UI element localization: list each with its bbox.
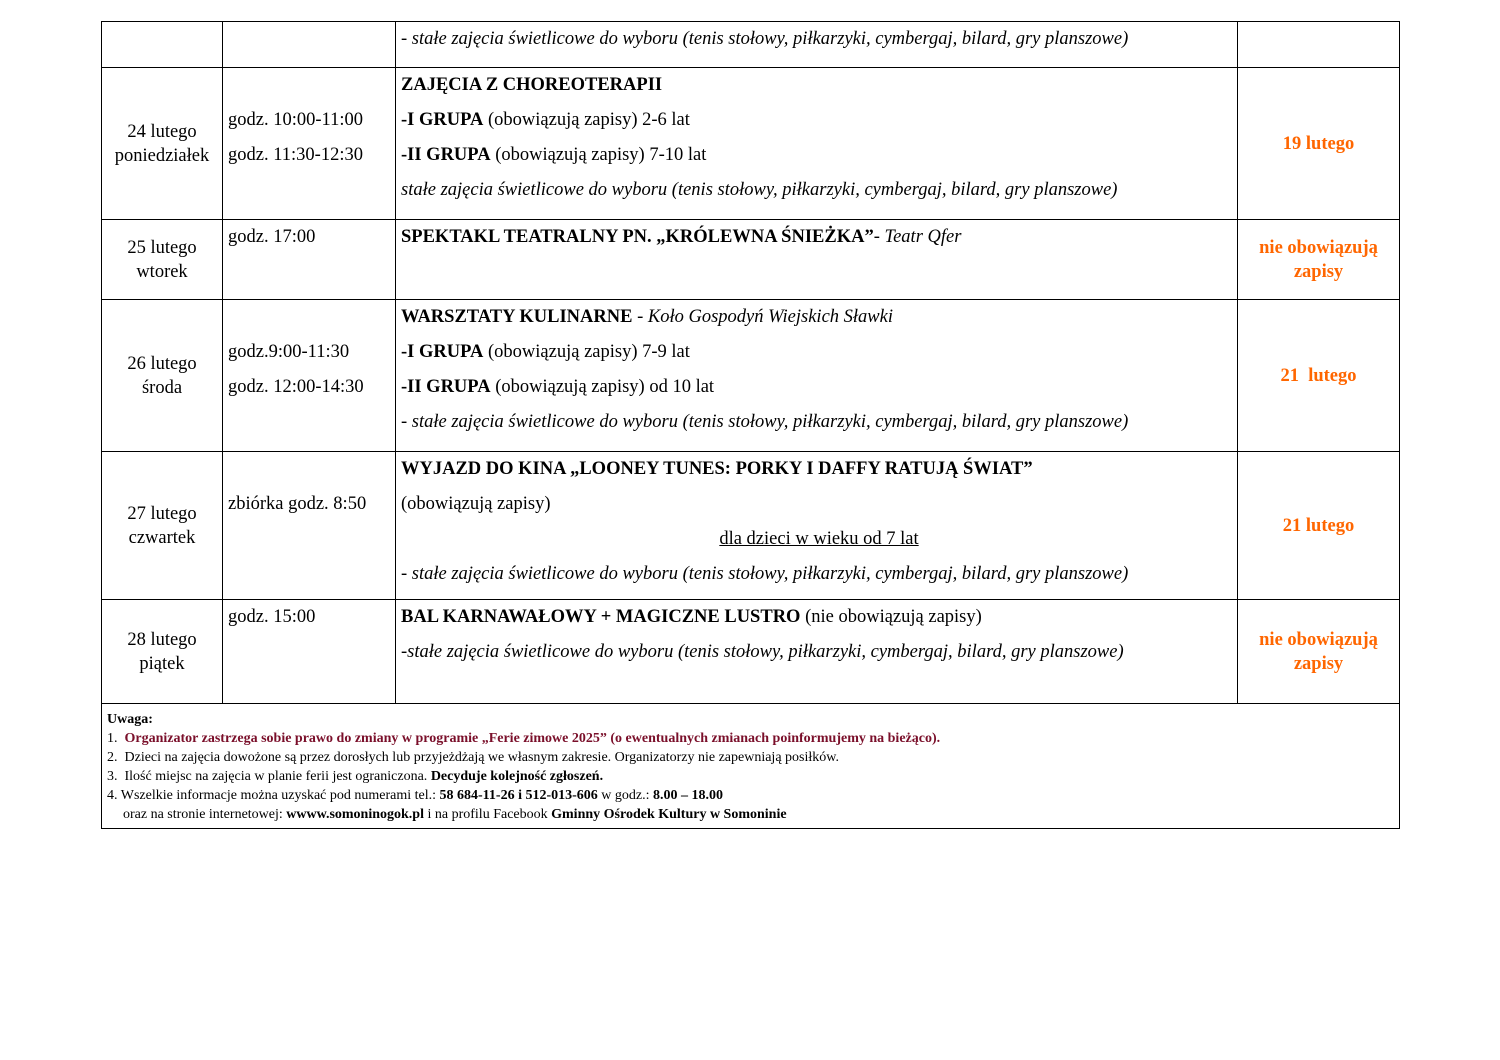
date-text: 27 lutego [127, 503, 197, 524]
note-3: 3. Ilość miejsc na zajęcia w planie ferii jest ograniczona. Decyduje kolejność zgłoszeń. [107, 769, 604, 784]
schedule-row [102, 220, 1400, 300]
phone-numbers: 58 684-11-26 i 512-013-606 [439, 788, 598, 803]
activity-line [401, 635, 1237, 670]
activity-line [401, 138, 1237, 173]
time-text: godz. 12:00-14:30 [228, 377, 364, 397]
time-cell [223, 300, 396, 452]
activity-line [401, 300, 1237, 335]
activity-line [401, 173, 1237, 208]
activity-normal-text: (obowiązują zapisy) 2-6 lat [483, 110, 690, 130]
registration-deadline-cell [1238, 220, 1400, 300]
note-2: 2. Dzieci na zajęcia dowożone są przez dorosłych lub przyjeżdżają we własnym zakresie. Organizatorzy nie zapewniają posiłków. [107, 750, 839, 765]
weekday-text: środa [141, 377, 183, 398]
registration-deadline-text: 19 lutego [1282, 133, 1355, 154]
activity-cell [396, 22, 1238, 68]
activity-bold-text: -I GRUPA [401, 110, 484, 130]
date-text: 28 lutego [127, 629, 197, 650]
schedule-table [101, 21, 1400, 829]
note-3-bold: Decyduje kolejność zgłoszeń. [430, 769, 604, 784]
activity-cell [396, 452, 1238, 600]
activity-line [401, 405, 1237, 440]
date-cell [102, 68, 223, 220]
date-cell [102, 452, 223, 600]
activity-normal-text: (obowiązują zapisy) [401, 494, 551, 514]
activity-line [401, 22, 1237, 57]
notes-section [102, 704, 1400, 829]
activity-normal-text: - [873, 227, 885, 247]
notes-heading: Uwaga: [107, 712, 153, 727]
activity-line [401, 557, 1237, 592]
date-cell [102, 22, 223, 68]
registration-deadline-cell [1238, 600, 1400, 704]
activity-cell [396, 220, 1238, 300]
schedule-row [102, 452, 1400, 600]
activity-line [401, 600, 1237, 635]
activity-normal-text: (obowiązują zapisy) 7-10 lat [490, 145, 707, 165]
activity-normal-text: (obowiązują zapisy) 7-9 lat [483, 342, 690, 362]
note-2-text: Dzieci na zajęcia dowożone są przez dorosłych lub przyjeżdżają we własnym zakresie. Organizatorzy nie zapewniają posiłków. [124, 750, 839, 765]
activity-italic-text: stałe zajęcia świetlicowe do wyboru (tenis stołowy, piłkarzyki, cymbergaj, bilard, gry planszowe) [401, 180, 1118, 200]
activity-italic-text: Koło Gospodyń Wiejskich Sławki [647, 307, 893, 327]
organization-name: Gminny Ośrodek Kultury w Somoninie [551, 807, 787, 822]
time-cell [223, 600, 396, 704]
activity-italic-text: - stałe zajęcia świetlicowe do wyboru (tenis stołowy, piłkarzyki, cymbergaj, bilard, gry planszowe) [401, 564, 1129, 584]
activity-bold-text: SPEKTAKL TEATRALNY PN. „KRÓLEWNA ŚNIEŻKA” [401, 227, 874, 247]
time-cell [223, 220, 396, 300]
time-text: godz. 11:30-12:30 [228, 145, 363, 165]
activity-bold-text: WYJAZD DO KINA „LOONEY TUNES: PORKY I DAFFY RATUJĄ ŚWIAT” [401, 459, 1033, 479]
website-link[interactable]: wwww.somoninogok.pl [286, 807, 424, 822]
registration-deadline-cell [1238, 300, 1400, 452]
schedule-row [102, 22, 1400, 68]
date-text: 24 lutego [127, 121, 197, 142]
activity-cell [396, 68, 1238, 220]
registration-deadline-text: nie obowiązują zapisy [1259, 629, 1383, 674]
activity-cell [396, 600, 1238, 704]
note-3-text: Ilość miejsc na zajęcia w planie ferii jest ograniczona. [124, 769, 431, 784]
activity-bold-text: BAL KARNAWAŁOWY + MAGICZNE LUSTRO [401, 607, 801, 627]
office-hours: 8.00 – 18.00 [653, 788, 723, 803]
registration-deadline-text: nie obowiązują zapisy [1259, 237, 1383, 282]
note-1-text: Organizator zastrzega sobie prawo do zmiany w programie „Ferie zimowe 2025” (o ewentualnych zmianach poinformujemy na bieżąco). [124, 731, 941, 746]
activity-bold-text: -II GRUPA [401, 377, 491, 397]
weekday-text: piątek [139, 653, 185, 674]
date-cell [102, 600, 223, 704]
activity-bold-text: -I GRUPA [401, 342, 484, 362]
time-cell [223, 22, 396, 68]
activity-normal-text: (nie obowiązują zapisy) [800, 607, 982, 627]
activity-line [401, 103, 1237, 138]
activity-line [401, 522, 1237, 557]
activity-line [401, 487, 1237, 522]
activity-cell [396, 300, 1238, 452]
note-5: oraz na stronie internetowej: wwww.somoninogok.pl i na profilu Facebook Gminny Ośrodek Kultury w Somoninie [123, 807, 787, 822]
activity-bold-text: ZAJĘCIA Z CHOREOTERAPII [401, 75, 663, 95]
activity-italic-text: Teatr Qfer [884, 227, 962, 247]
activity-line [401, 335, 1237, 370]
activity-underline-text: dla dzieci w wieku od 7 lat [719, 529, 919, 549]
registration-deadline-cell [1238, 22, 1400, 68]
activity-italic-text: - stałe zajęcia świetlicowe do wyboru (tenis stołowy, piłkarzyki, cymbergaj, bilard, gry planszowe) [401, 412, 1129, 432]
activity-italic-text: - stałe zajęcia świetlicowe do wyboru (tenis stołowy, piłkarzyki, cymbergaj, bilard, gry planszowe) [401, 29, 1129, 49]
date-cell [102, 220, 223, 300]
time-text: godz. 17:00 [228, 227, 316, 247]
registration-deadline-cell [1238, 452, 1400, 600]
activity-normal-text: (obowiązują zapisy) od 10 lat [490, 377, 715, 397]
schedule-row [102, 300, 1400, 452]
time-text: godz. 15:00 [228, 607, 316, 627]
registration-deadline-text: 21 lutego [1282, 515, 1355, 536]
date-text: 25 lutego [127, 237, 197, 258]
activity-bold-text: -II GRUPA [401, 145, 491, 165]
time-cell [223, 452, 396, 600]
time-cell [223, 68, 396, 220]
registration-deadline-text: 21 lutego [1280, 365, 1357, 386]
weekday-text: wtorek [136, 261, 188, 282]
registration-deadline-cell [1238, 68, 1400, 220]
note-1: 1. Organizator zastrzega sobie prawo do zmiany w programie „Ferie zimowe 2025” (o ewentualnych zmianach poinformujemy na bieżąco). [107, 731, 941, 746]
activity-italic-text: -stałe zajęcia świetlicowe do wyboru (tenis stołowy, piłkarzyki, cymbergaj, bilard, gry planszowe) [401, 642, 1124, 662]
date-cell [102, 300, 223, 452]
activity-line [401, 220, 1237, 255]
weekday-text: poniedziałek [114, 145, 210, 166]
time-text: zbiórka godz. 8:50 [228, 494, 367, 514]
activity-bold-text: WARSZTATY KULINARNE [401, 307, 633, 327]
time-text: godz. 10:00-11:00 [228, 110, 363, 130]
activity-normal-text: - [632, 307, 648, 327]
schedule-row [102, 600, 1400, 704]
activity-line [401, 68, 1237, 103]
schedule-body [102, 22, 1400, 704]
activity-line [401, 452, 1237, 487]
activity-line [401, 370, 1237, 405]
date-text: 26 lutego [127, 353, 197, 374]
time-text: godz.9:00-11:30 [228, 342, 350, 362]
weekday-text: czwartek [128, 527, 196, 548]
schedule-row [102, 68, 1400, 220]
note-4: 4. Wszelkie informacje można uzyskać pod numerami tel.: 58 684-11-26 i 512-013-606 w godz.: 8.00 – 18.00 [107, 788, 723, 803]
